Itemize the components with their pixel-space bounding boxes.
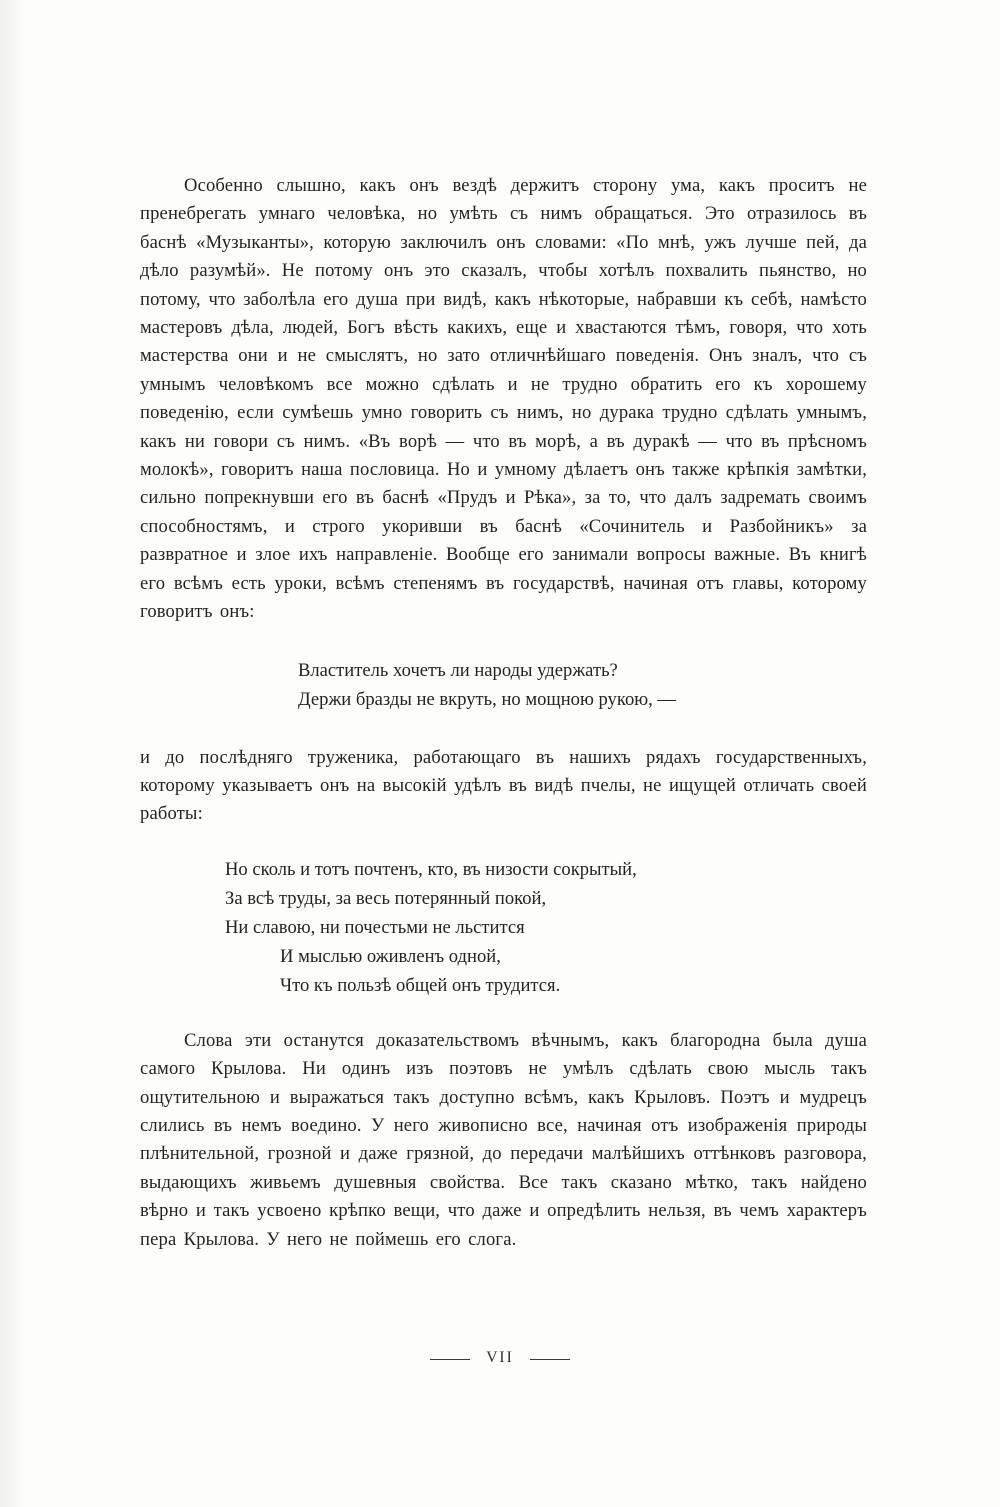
verse-line: И мыслью оживленъ одной,	[280, 945, 501, 967]
paragraph-2: и до послѣдняго труженика, работающаго въ нашихъ рядахъ государственныхъ, которому указываетъ онъ на высокій удѣлъ въ видѣ пчелы, не ищущей отличать своей работы:	[140, 746, 867, 825]
verse-line: Держи бразды не вкруть, но мощною рукою, —	[298, 688, 677, 710]
verse-line: Что къ пользѣ общей онъ трудится.	[280, 974, 561, 996]
paragraph-1: Особенно слышно, какъ онъ вездѣ держитъ сторону ума, какъ проситъ не пренебрегать умнаго человѣка, но умѣть съ нимъ обращаться. Это отразилось въ баснѣ «Музыканты», которую заключилъ онъ словами: «По мнѣ, ужъ лучше пей, да дѣло разумѣй». Не потому онъ это сказалъ, чтобы хотѣлъ похвалить пьянство, но потому, что заболѣла его душа при видѣ, какъ нѣкоторые, набравши къ себѣ, намѣсто мастеровъ дѣла, людей, Богъ вѣсть какихъ, еще и хвастаются тѣмъ, говоря, что хоть мастерства они и не смыслятъ, но зато отличнѣйшаго поведенія. Онъ зналъ, что съ умнымъ человѣкомъ все можно сдѣлать и не трудно обратить его къ хорошему поведенію, если сумѣешь умно говорить съ нимъ, но дурака трудно сдѣлать умнымъ, какъ ни говори съ нимъ. «Въ ворѣ — что въ морѣ, а въ дуракѣ — что въ прѣсномъ молокѣ», говоритъ наша пословица. Но и умному дѣлаетъ онъ также крѣпкія замѣтки, сильно попрекнувши его въ баснѣ «Прудъ и Рѣка», за то, что далъ задремать своимъ способностямъ, и строго укоривши въ баснѣ «Сочинитель и Разбойникъ» за развратное и злое ихъ направленіе. Вообще его занимали вопросы важные. Въ книгѣ его всѣмъ есть уроки, всѣмъ степенямъ въ государствѣ, начиная отъ главы, которому говоритъ онъ:	[140, 175, 867, 623]
footer-rule-left	[430, 1359, 470, 1360]
verse-line: За всѣ труды, за весь потерянный покой,	[225, 887, 547, 909]
paragraph-3: Слова эти останутся доказательствомъ вѣчнымъ, какъ благородна была душа самого Крылова. Ни одинъ изъ поэтовъ не умѣлъ сдѣлать свою мысль такъ ощутительною и выражаться такъ доступно всѣмъ, какъ Крыловъ. Поэтъ и мудрецъ слились въ немъ воедино. У него живописно все, начиная отъ изображенія природы плѣнительной, грозной и даже грязной, до передачи малѣйшихъ оттѣнковъ разговора, выдающихъ живьемъ душевныя свойства. Все такъ сказано мѣтко, такъ найдено вѣрно и такъ усвоено крѣпко вещи, что даже и опредѣлить нельзя, въ чемъ характеръ пера Крылова. У него не поймешь его слога.	[140, 1029, 867, 1250]
verse-line: Ни славою, ни почестьми не льстится	[225, 916, 525, 938]
text-column	[140, 172, 867, 1254]
verse-block-1	[140, 656, 867, 714]
page-footer	[0, 1350, 1000, 1368]
verse-line: Властитель хочетъ ли народы удержать?	[298, 659, 618, 681]
verse-line: Но сколь и тотъ почтенъ, кто, въ низости сокрытый,	[225, 858, 637, 880]
footer-rule-right	[530, 1359, 570, 1360]
page-number: VII	[486, 1349, 514, 1366]
verse-block-2	[140, 855, 867, 1000]
